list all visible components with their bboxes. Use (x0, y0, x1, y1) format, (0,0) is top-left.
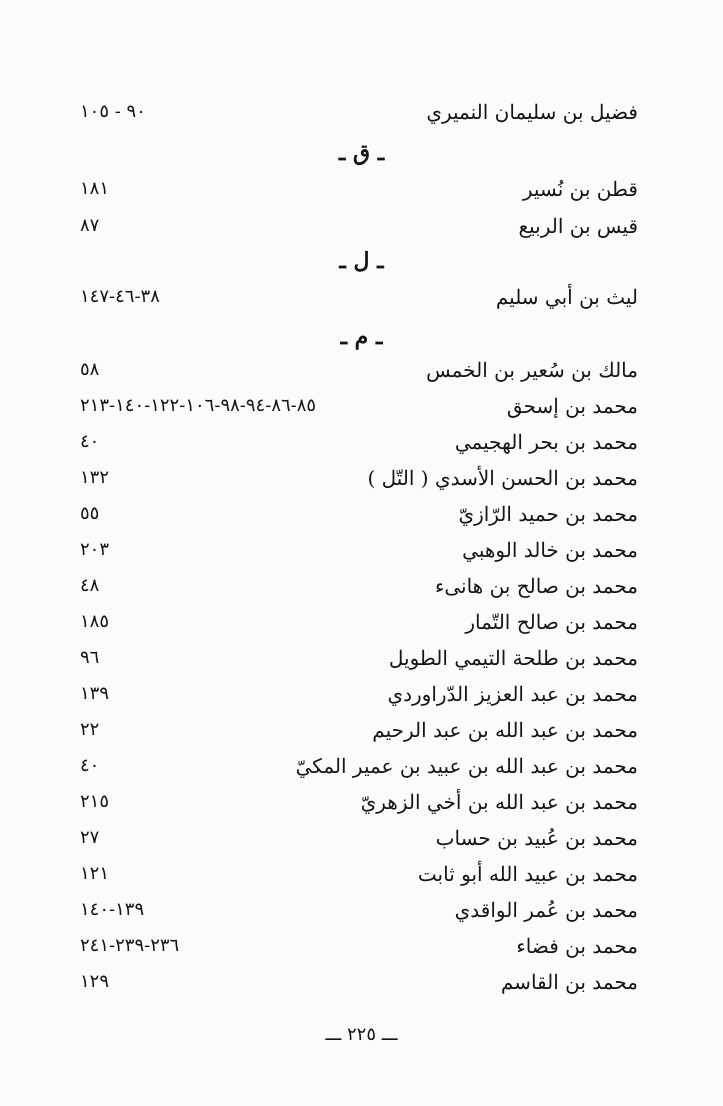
index-entry (80, 821, 638, 855)
index-entry (80, 641, 638, 675)
entry-name: محمد بن عبد العزيز الدّراوردي (387, 682, 638, 706)
entry-pages: ٥٥ (80, 503, 100, 524)
index-entry (80, 929, 638, 963)
entry-pages: ٢٠٣ (80, 539, 110, 560)
entry-name: قطن بن نُسير (522, 177, 638, 201)
entry-pages: ١٨٥ (80, 611, 110, 632)
entry-name: محمد بن عبد الله بن أخي الزهريّ (360, 790, 638, 814)
page-number: ـــ ٢٢٥ ـــ (325, 1024, 398, 1045)
entry-pages: ٤٨ (80, 575, 100, 596)
entry-name: محمد بن عُبيد بن حساب (435, 826, 638, 850)
index-entry (80, 857, 638, 891)
entry-name: محمد بن صالح بن هانىء (434, 574, 638, 598)
entry-name: محمد بن عبد الله بن عبيد بن عمير المكيّ (295, 754, 638, 778)
entry-name: محمد بن حميد الرّازيّ (458, 502, 638, 526)
entry-pages: ٩٦ (80, 647, 100, 668)
entry-name: محمد بن بحر الهجيمي (454, 430, 638, 454)
index-entry (80, 749, 638, 783)
entry-name: فضيل بن سليمان النميري (426, 100, 638, 124)
entry-name: محمد بن صالح التّمار (465, 610, 638, 634)
entry-name: محمد بن خالد الوهبي (462, 538, 638, 562)
index-entry (80, 425, 638, 459)
entry-name: قيس بن الربيع (518, 214, 638, 238)
section-header-lam: ـ ل ـ (339, 248, 384, 274)
entry-pages: ٢١٥ (80, 791, 110, 812)
entry-name: مالك بن سُعير بن الخمس (426, 358, 638, 382)
entry-name: محمد بن عبد الله بن عبد الرحيم (372, 718, 638, 742)
index-entry (80, 95, 638, 129)
index-entry (80, 280, 638, 314)
index-entry (80, 172, 638, 206)
entry-pages: ٥٨ (80, 359, 100, 380)
entry-name: محمد بن إسحق (506, 394, 638, 418)
index-entry (80, 569, 638, 603)
entry-pages: ١٣٢ (80, 467, 110, 488)
entry-pages: ٨٧ (80, 215, 100, 236)
entry-pages: ٤٠ (80, 755, 100, 776)
entry-pages: ١٣٩-١٤٠ (80, 899, 145, 920)
entry-name: محمد بن فضاء (516, 934, 638, 958)
index-entry (80, 785, 638, 819)
entry-pages: ١٣٩ (80, 683, 110, 704)
entry-pages: ٨٥-٨٦-٩٤-٩٨-١٠٦-١٢٢-١٤٠-٢١٣ (80, 395, 317, 416)
index-entry (80, 605, 638, 639)
entry-name: محمد بن القاسم (500, 970, 638, 994)
index-entry (80, 533, 638, 567)
section-header-qaf: ـ ق ـ (338, 140, 385, 166)
index-entry (80, 461, 638, 495)
index-entry (80, 893, 638, 927)
entry-name: محمد بن الحسن الأسدي ( التّل ) (367, 466, 638, 490)
entry-pages: ٣٨-٤٦-١٤٧ (80, 286, 160, 307)
entry-name: ليث بن أبي سليم (495, 285, 638, 309)
index-entry (80, 677, 638, 711)
entry-pages: ٢٢ (80, 719, 100, 740)
index-entry (80, 389, 638, 423)
entry-name: محمد بن عُمر الواقدي (454, 898, 638, 922)
index-entry (80, 209, 638, 243)
index-entry (80, 353, 638, 387)
entry-pages: ١٢١ (80, 863, 110, 884)
index-entry (80, 497, 638, 531)
entry-pages: ٢٧ (80, 827, 100, 848)
entry-pages: ١٨١ (80, 178, 110, 199)
entry-pages: ٩٠ - ١٠٥ (80, 101, 146, 122)
entry-pages: ٤٠ (80, 431, 100, 452)
entry-pages: ٢٣٦-٢٣٩-٢٤١ (80, 935, 180, 956)
section-header-mim: ـ م ـ (340, 324, 383, 350)
entry-name: محمد بن عبيد الله أبو ثابت (417, 862, 638, 886)
entry-pages: ١٢٩ (80, 971, 110, 992)
index-entry (80, 965, 638, 999)
index-entry (80, 713, 638, 747)
entry-name: محمد بن طلحة التيمي الطويل (388, 646, 638, 670)
